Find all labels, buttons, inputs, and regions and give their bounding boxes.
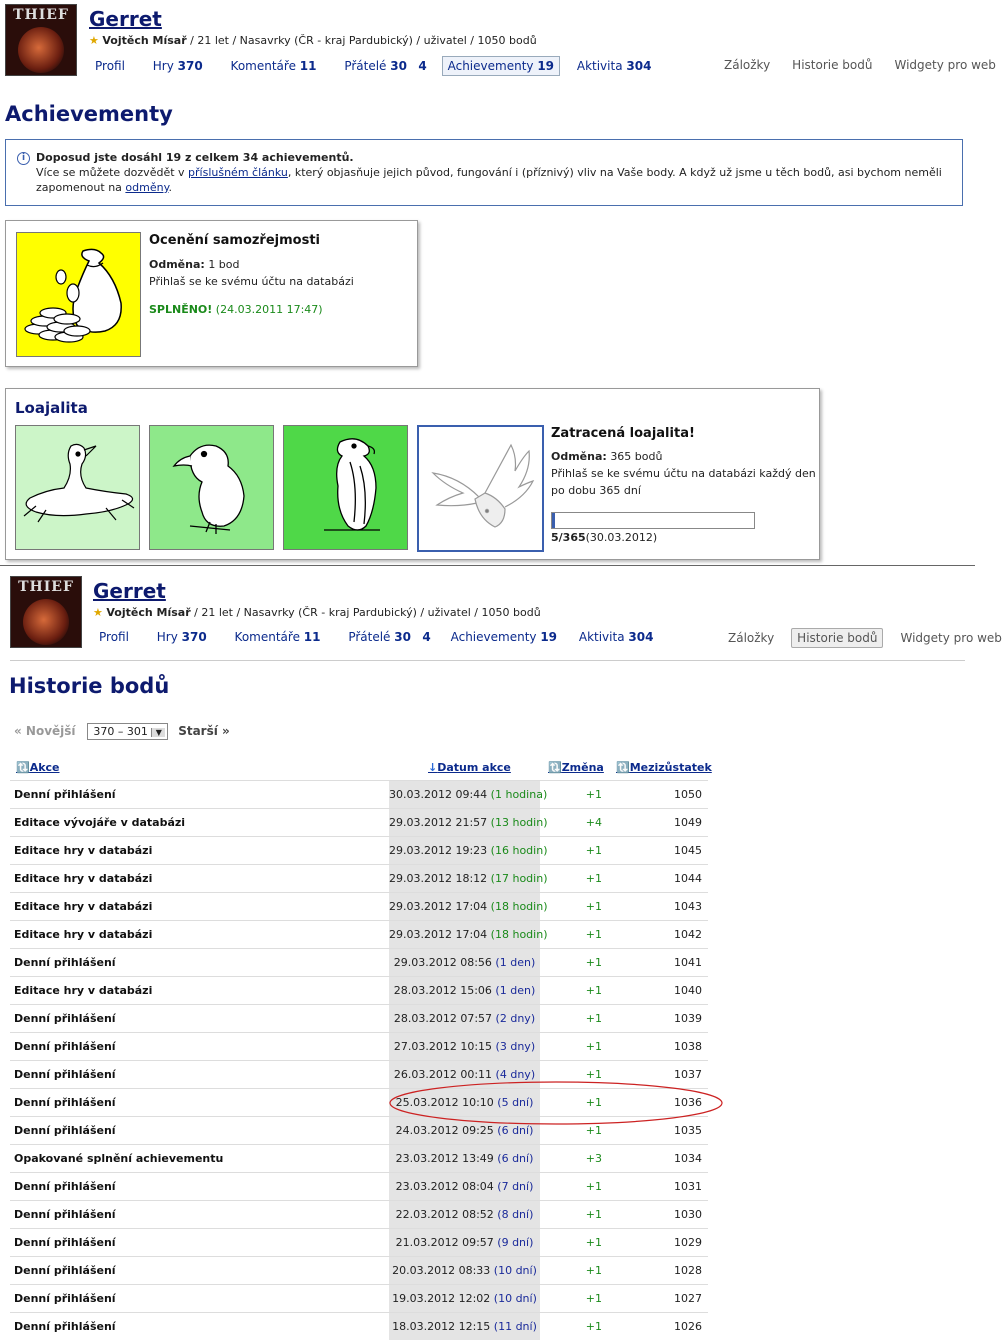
achievement-desc: Přihlaš se ke svému účtu na databázi bbox=[149, 275, 354, 288]
avatar-face bbox=[18, 27, 64, 73]
table-row bbox=[10, 1256, 708, 1284]
row-action: Editace hry v databázi bbox=[14, 928, 153, 941]
row-ago: (7 dní) bbox=[493, 1180, 534, 1193]
username-link[interactable]: Gerret bbox=[89, 7, 162, 31]
row-date: 29.03.2012 08:56 (1 den) bbox=[389, 949, 540, 976]
achievement-status: SPLNĚNO! (24.03.2011 17:47) bbox=[149, 303, 323, 316]
row-action: Denní přihlášení bbox=[14, 1012, 116, 1025]
row-ago: (13 hodin) bbox=[487, 816, 548, 829]
row-change: +1 bbox=[585, 872, 602, 885]
row-date: 19.03.2012 12:02 (10 dní) bbox=[389, 1285, 540, 1312]
row-date: 29.03.2012 19:23 (16 hodin) bbox=[389, 837, 540, 864]
row-total: 1031 bbox=[674, 1180, 702, 1193]
article-link[interactable]: příslušném článku bbox=[188, 166, 288, 179]
row-total: 1029 bbox=[674, 1236, 702, 1249]
avatar[interactable] bbox=[5, 4, 77, 76]
row-change: +4 bbox=[585, 816, 602, 829]
row-change: +1 bbox=[585, 900, 602, 913]
table-row bbox=[10, 1284, 708, 1312]
row-action: Denní přihlášení bbox=[14, 1124, 116, 1137]
sort-down-icon: ↓ bbox=[428, 761, 438, 774]
row-total: 1027 bbox=[674, 1292, 702, 1305]
sort-icon: 🔃 bbox=[616, 761, 630, 774]
row-date: 18.03.2012 12:15 (11 dní) bbox=[389, 1313, 540, 1340]
chick-image bbox=[15, 425, 140, 550]
row-change: +1 bbox=[585, 788, 602, 801]
range-select[interactable]: 370 – 301 ▼ bbox=[87, 723, 168, 740]
row-date: 29.03.2012 17:04 (18 hodin) bbox=[389, 921, 540, 948]
row-ago: (1 den) bbox=[491, 956, 536, 969]
row-action: Editace hry v databázi bbox=[14, 872, 153, 885]
nav-pratele[interactable]: Přátelé 30 4 bbox=[344, 59, 427, 73]
row-change: +1 bbox=[585, 1096, 602, 1109]
row-date: 30.03.2012 09:44 (1 hodina) bbox=[389, 781, 540, 808]
row-change: +1 bbox=[585, 928, 602, 941]
row-action: Denní přihlášení bbox=[14, 956, 116, 969]
achievement-title: Ocenění samozřejmosti bbox=[149, 233, 321, 248]
username-link[interactable]: Gerret bbox=[93, 579, 166, 603]
row-total: 1044 bbox=[674, 872, 702, 885]
achievement-reward: Odměna: 1 bod bbox=[149, 258, 240, 271]
row-total: 1034 bbox=[674, 1152, 702, 1165]
row-change: +1 bbox=[585, 1180, 602, 1193]
row-date: 29.03.2012 17:04 (18 hodin) bbox=[389, 893, 540, 920]
row-date: 24.03.2012 09:25 (6 dní) bbox=[389, 1117, 540, 1144]
row-date: 23.03.2012 08:04 (7 dní) bbox=[389, 1173, 540, 1200]
header-rule bbox=[10, 660, 965, 661]
profile-details: / 21 let / Nasavrky (ČR - kraj Pardubický) / uživatel / 1050 bodů bbox=[194, 606, 541, 619]
achievement-title: Zatracená loajalita! bbox=[551, 426, 695, 441]
row-change: +1 bbox=[585, 1264, 602, 1277]
row-action: Editace vývojáře v databázi bbox=[14, 816, 186, 829]
avatar-face bbox=[23, 599, 69, 645]
row-action: Opakované splnění achievementu bbox=[14, 1152, 224, 1165]
row-date: 21.03.2012 09:57 (9 dní) bbox=[389, 1229, 540, 1256]
profile-meta bbox=[89, 34, 537, 47]
page-title: Achievementy bbox=[5, 102, 173, 126]
row-ago: (1 den) bbox=[491, 984, 536, 997]
table-row bbox=[10, 836, 708, 864]
table-row bbox=[10, 1004, 708, 1032]
row-change: +3 bbox=[585, 1152, 602, 1165]
row-total: 1037 bbox=[674, 1068, 702, 1081]
row-change: +1 bbox=[585, 984, 602, 997]
row-date: 27.03.2012 10:15 (3 dny) bbox=[389, 1033, 540, 1060]
row-action: Denní přihlášení bbox=[14, 1320, 116, 1333]
section-title: Loajalita bbox=[15, 399, 88, 417]
table-row bbox=[10, 808, 708, 836]
nav-profil[interactable]: Profil bbox=[99, 630, 129, 644]
row-date: 25.03.2012 10:10 (5 dní) bbox=[389, 1089, 540, 1116]
table-row bbox=[10, 1144, 708, 1172]
row-ago: (6 dní) bbox=[493, 1152, 534, 1165]
table-row bbox=[10, 864, 708, 892]
row-ago: (3 dny) bbox=[492, 1040, 536, 1053]
row-change: +1 bbox=[585, 1012, 602, 1025]
achievement-card bbox=[5, 220, 418, 367]
nav-achievementy[interactable]: Achievementy 19 bbox=[442, 56, 560, 76]
row-date: 20.03.2012 08:33 (10 dní) bbox=[389, 1257, 540, 1284]
row-date: 28.03.2012 15:06 (1 den) bbox=[389, 977, 540, 1004]
row-ago: (9 dní) bbox=[493, 1236, 534, 1249]
row-date: 29.03.2012 21:57 (13 hodin) bbox=[389, 809, 540, 836]
row-action: Editace hry v databázi bbox=[14, 900, 153, 913]
row-action: Editace hry v databázi bbox=[14, 984, 153, 997]
nav-historie[interactable]: Historie bodů bbox=[791, 628, 883, 648]
table-row bbox=[10, 920, 708, 948]
table-row bbox=[10, 1032, 708, 1060]
row-change: +1 bbox=[585, 1208, 602, 1221]
row-ago: (4 dny) bbox=[492, 1068, 536, 1081]
older-link[interactable]: Starší » bbox=[178, 724, 230, 738]
nav-achievementy[interactable]: Achievementy 19 bbox=[450, 630, 558, 644]
row-action: Editace hry v databázi bbox=[14, 844, 153, 857]
real-name: Vojtěch Mísař bbox=[106, 606, 191, 619]
achievement-reward: Odměna: 365 bodů bbox=[551, 450, 663, 463]
sort-icon: 🔃 bbox=[16, 761, 30, 774]
row-ago: (18 hodin) bbox=[487, 900, 548, 913]
newer-link[interactable]: « Novější bbox=[14, 724, 76, 738]
progress-fill bbox=[552, 513, 555, 528]
profile-nav-right bbox=[711, 628, 1007, 648]
star-icon: ★ bbox=[89, 34, 99, 47]
row-date: 28.03.2012 07:57 (2 dny) bbox=[389, 1005, 540, 1032]
row-ago: (8 dní) bbox=[493, 1208, 534, 1221]
row-change: +1 bbox=[585, 1068, 602, 1081]
row-action: Denní přihlášení bbox=[14, 788, 116, 801]
nav-profil[interactable]: Profil bbox=[95, 59, 125, 73]
profile-nav bbox=[94, 628, 672, 646]
nav-hry[interactable]: Hry 370 bbox=[156, 630, 207, 644]
table-row bbox=[10, 948, 708, 976]
nav-komentare[interactable]: Komentáře 11 bbox=[230, 59, 317, 73]
coins-bag-image bbox=[16, 232, 141, 357]
row-total: 1030 bbox=[674, 1208, 702, 1221]
eagle-image bbox=[283, 425, 408, 550]
achievement-desc: Přihlaš se ke svému účtu na databázi každý den bbox=[551, 467, 816, 480]
young-eagle-image bbox=[149, 425, 274, 550]
achievement-desc: po dobu 365 dní bbox=[551, 484, 641, 497]
row-change: +1 bbox=[585, 956, 602, 969]
row-date: 26.03.2012 00:11 (4 dny) bbox=[389, 1061, 540, 1088]
row-total: 1050 bbox=[674, 788, 702, 801]
table-row bbox=[10, 892, 708, 920]
nav-aktivita[interactable]: Aktivita 304 bbox=[576, 59, 652, 73]
row-date: 23.03.2012 13:49 (6 dní) bbox=[389, 1145, 540, 1172]
col-action-header[interactable]: 🔃Akce bbox=[16, 761, 60, 774]
row-date: 22.03.2012 08:52 (8 dní) bbox=[389, 1201, 540, 1228]
loyalty-card bbox=[5, 388, 820, 560]
row-total: 1045 bbox=[674, 844, 702, 857]
row-change: +1 bbox=[585, 1320, 602, 1333]
row-total: 1028 bbox=[674, 1264, 702, 1277]
nav-pratele[interactable]: Přátelé 30 4 bbox=[348, 630, 431, 644]
row-ago: (11 dní) bbox=[490, 1320, 537, 1333]
nav-komentare[interactable]: Komentáře 11 bbox=[234, 630, 321, 644]
sort-icon: 🔃 bbox=[548, 761, 562, 774]
row-total: 1040 bbox=[674, 984, 702, 997]
row-action: Denní přihlášení bbox=[14, 1208, 116, 1221]
profile-nav-right bbox=[707, 56, 1001, 74]
row-ago: (17 hodin) bbox=[487, 872, 548, 885]
rewards-link[interactable]: odměny bbox=[125, 181, 169, 194]
row-total: 1038 bbox=[674, 1040, 702, 1053]
table-row bbox=[10, 1200, 708, 1228]
highlight-ellipse bbox=[388, 1079, 728, 1127]
row-action: Denní přihlášení bbox=[14, 1180, 116, 1193]
row-change: +1 bbox=[585, 844, 602, 857]
row-total: 1039 bbox=[674, 1012, 702, 1025]
row-action: Denní přihlášení bbox=[14, 1236, 116, 1249]
row-change: +1 bbox=[585, 1292, 602, 1305]
screenshot-divider bbox=[0, 565, 975, 566]
profile-nav bbox=[90, 56, 670, 76]
row-change: +1 bbox=[585, 1124, 602, 1137]
row-ago: (1 hodina) bbox=[487, 788, 548, 801]
profile-meta bbox=[93, 606, 541, 619]
star-icon: ★ bbox=[93, 606, 103, 619]
row-ago: (18 hodin) bbox=[487, 928, 548, 941]
info-text: Doposud jste dosáhl 19 z celkem 34 achievementů. Více se můžete dozvědět v příslušném článku, který objasňuje jejich původ, fungování i (příznivý) vliv na Vaše body. A když už jsme u těch bodů, asi bychom neměli zapomenout na odměny. bbox=[36, 151, 942, 194]
nav-aktivita[interactable]: Aktivita 304 bbox=[578, 630, 654, 644]
row-action: Denní přihlášení bbox=[14, 1040, 116, 1053]
nav-widgety[interactable]: Widgety pro web bbox=[894, 58, 996, 72]
info-icon: i bbox=[17, 152, 30, 165]
row-action: Denní přihlášení bbox=[14, 1068, 116, 1081]
progress-text: 5/365(30.03.2012) bbox=[551, 531, 658, 544]
row-action: Denní přihlášení bbox=[14, 1264, 116, 1277]
avatar[interactable] bbox=[10, 576, 82, 648]
table-row bbox=[10, 1172, 708, 1200]
avatar-logo-text: THIEF bbox=[13, 7, 69, 23]
row-action: Denní přihlášení bbox=[14, 1292, 116, 1305]
progress-bar bbox=[551, 512, 755, 529]
row-change: +1 bbox=[585, 1236, 602, 1249]
row-total: 1049 bbox=[674, 816, 702, 829]
row-ago: (10 dní) bbox=[490, 1292, 537, 1305]
row-ago: (6 dní) bbox=[493, 1124, 534, 1137]
real-name: Vojtěch Mísař bbox=[102, 34, 187, 47]
nav-zalozky[interactable]: Záložky bbox=[728, 631, 775, 645]
row-ago: (2 dny) bbox=[492, 1012, 536, 1025]
row-total: 1042 bbox=[674, 928, 702, 941]
flying-eagle-image bbox=[417, 425, 544, 552]
table-row bbox=[10, 1228, 708, 1256]
profile-details: / 21 let / Nasavrky (ČR - kraj Pardubický) / uživatel / 1050 bodů bbox=[190, 34, 537, 47]
table-row bbox=[10, 1312, 708, 1340]
pager bbox=[14, 723, 230, 740]
nav-hry[interactable]: Hry 370 bbox=[152, 59, 203, 73]
table-row bbox=[10, 780, 708, 808]
nav-historie[interactable]: Historie bodů bbox=[792, 58, 873, 72]
col-subtotal-header[interactable]: 🔃Mezizůstatek bbox=[616, 761, 712, 774]
row-ago: (5 dní) bbox=[493, 1096, 534, 1109]
row-total: 1026 bbox=[674, 1320, 702, 1333]
row-total: 1043 bbox=[674, 900, 702, 913]
row-date: 29.03.2012 18:12 (17 hodin) bbox=[389, 865, 540, 892]
table-row bbox=[10, 976, 708, 1004]
row-total: 1041 bbox=[674, 956, 702, 969]
row-total: 1035 bbox=[674, 1124, 702, 1137]
row-ago: (10 dní) bbox=[490, 1264, 537, 1277]
dropdown-arrow-icon: ▼ bbox=[151, 728, 165, 737]
row-total: 1036 bbox=[674, 1096, 702, 1109]
avatar-logo-text: THIEF bbox=[18, 579, 74, 595]
info-box bbox=[5, 139, 963, 206]
row-action: Denní přihlášení bbox=[14, 1096, 116, 1109]
col-change-header[interactable]: 🔃Změna bbox=[548, 761, 604, 774]
nav-zalozky[interactable]: Záložky bbox=[724, 58, 771, 72]
col-date-header[interactable]: ↓Datum akce bbox=[428, 761, 511, 774]
row-ago: (16 hodin) bbox=[487, 844, 548, 857]
nav-widgety[interactable]: Widgety pro web bbox=[900, 631, 1002, 645]
history-title: Historie bodů bbox=[9, 674, 170, 698]
row-change: +1 bbox=[585, 1040, 602, 1053]
